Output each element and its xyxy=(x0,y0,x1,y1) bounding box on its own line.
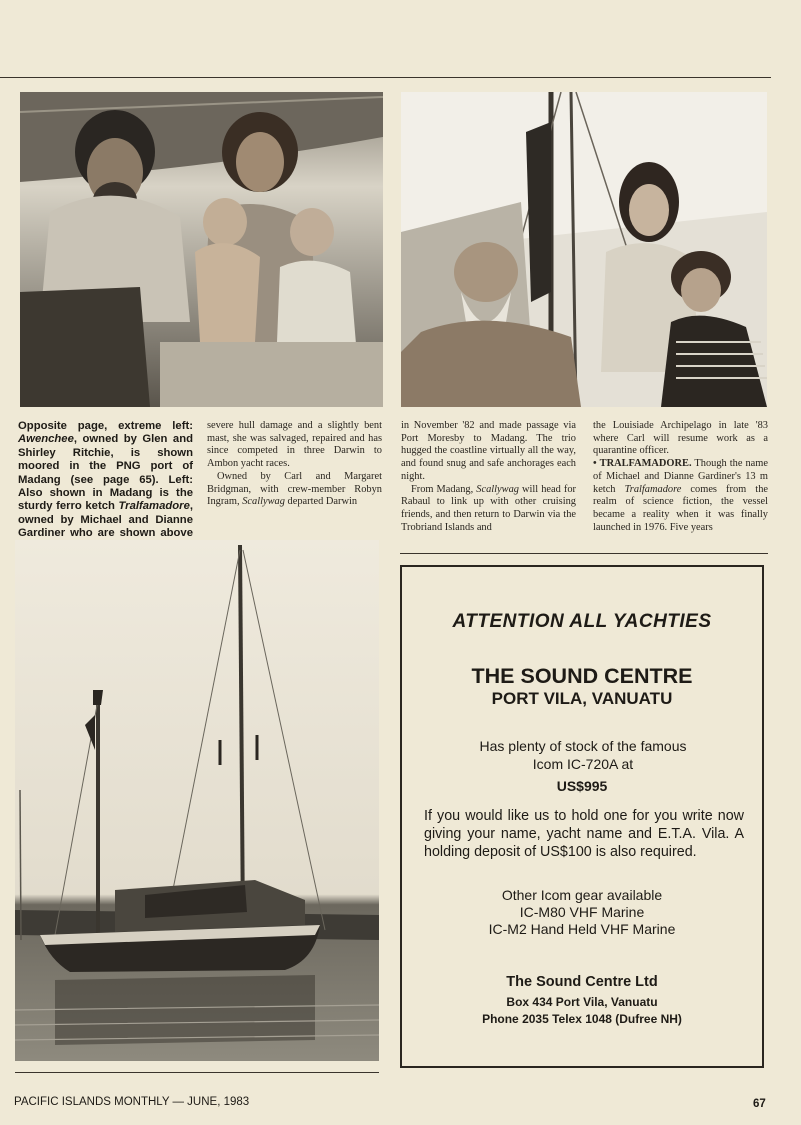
col2-p2-text-a: Owned by Carl and Margaret Bridgman, with crew-member Robyn Ingram, xyxy=(207,470,382,508)
col3-paragraph-2 xyxy=(401,484,576,535)
ad-location: PORT VILA, VANUATU xyxy=(491,689,673,708)
col3-paragraph-1: in November '82 and made passage via Port Moresby to Madang. The trio hugged the coastline virtually all the way, and found snug and safe anchorages each night. xyxy=(401,420,576,482)
caption-vessel-tralfamadore: Tralfamadore xyxy=(118,500,190,513)
col4-p2-vessel: Tralfamadore xyxy=(624,483,682,495)
col4-paragraph-2 xyxy=(593,458,768,534)
ad-gear-list xyxy=(402,887,762,938)
yawl-photo xyxy=(15,540,379,1061)
ad-address: Box 434 Port Vila, Vanuatu xyxy=(506,995,658,1009)
caption-text-2: , owned by Glen and Shirley Ritchie, is shown moored in the PNG port of Madang (see page 65). Left: Also shown in Madang is the sturdy ferro ketch xyxy=(18,433,193,513)
sound-centre-advertisement xyxy=(400,565,764,1068)
article-column-3 xyxy=(401,420,576,534)
article-column-2 xyxy=(207,420,382,509)
col2-paragraph-1: severe hull damage and a slightly bent mast, she was salvaged, repaired and has since competed in three Darwin to Ambon yacht races. xyxy=(207,420,382,470)
col4-p2-text-b: comes from the realm of science fiction, the vessel became a reality when it was finally launched in 1976. Five years xyxy=(593,483,768,533)
bullet-icon: • xyxy=(593,458,597,470)
ad-phone: Phone 2035 Telex 1048 (Dufree NH) xyxy=(482,1012,682,1026)
ad-headline: ATTENTION ALL YACHTIES xyxy=(452,611,712,632)
ad-business-name: THE SOUND CENTRE xyxy=(471,664,693,688)
caption-text-1: Opposite page, extreme left: xyxy=(18,420,193,432)
col3-p2-vessel: Scallywag xyxy=(476,483,519,495)
col2-paragraph-2 xyxy=(207,471,382,509)
caption-vessel-awenchee: Awenchee xyxy=(18,433,74,446)
ad-offer-text: If you would like us to hold one for you write now giving your name, yacht name and E.T.A. Vila. A holding deposit of US$100 is also required. xyxy=(424,808,744,860)
ad-company-name: The Sound Centre Ltd xyxy=(506,974,658,990)
col4-paragraph-1: the Louisiade Archipelago in late '83 where Carl will resume work as a quarantine officer. xyxy=(593,420,768,457)
col2-p2-text-b: departed Darwin xyxy=(284,496,358,508)
ad-gear-line-1: Other Icom gear available xyxy=(501,887,663,903)
col4-p2-text-a: Though the name of Michael and Dianne Gardiner's 13 m ketch xyxy=(593,458,768,495)
publication-footer: PACIFIC ISLANDS MONTHLY — JUNE, 1983 xyxy=(14,1096,250,1108)
top-rule xyxy=(0,77,771,78)
page-number: 67 xyxy=(753,1098,766,1110)
ad-gear-line-3: IC-M2 Hand Held VHF Marine xyxy=(488,921,676,937)
column-rule xyxy=(400,553,768,554)
yawl-photo-graphic xyxy=(15,540,379,1061)
ad-contact xyxy=(402,994,762,1028)
ad-stock-text xyxy=(432,737,734,773)
col2-p2-vessel: Scallywag xyxy=(242,496,285,508)
col3-p2-text-b: will head for Rabaul to link up with other cruising friends, and then return to Darwin via the Trobriand Islands and xyxy=(401,483,577,533)
ad-stock-line-1: Has plenty of stock of the famous xyxy=(479,738,687,754)
family-photo xyxy=(20,92,383,407)
crew-photo-graphic xyxy=(401,92,767,407)
bottom-rule xyxy=(15,1072,379,1073)
ad-stock-line-2: Icom IC-720A at xyxy=(532,756,634,772)
col4-p2-heading: TRALFAMADORE. xyxy=(599,458,692,470)
article-column-4 xyxy=(593,420,768,534)
ad-gear-line-2: IC-M80 VHF Marine xyxy=(519,904,645,920)
ad-price: US$995 xyxy=(556,778,608,794)
col3-p2-text-a: From Madang, xyxy=(411,483,477,495)
caption-text-3: , owned by Michael and Dianne Gardiner who are shown above xyxy=(18,500,193,540)
family-photo-graphic xyxy=(20,92,383,407)
crew-photo xyxy=(401,92,767,407)
